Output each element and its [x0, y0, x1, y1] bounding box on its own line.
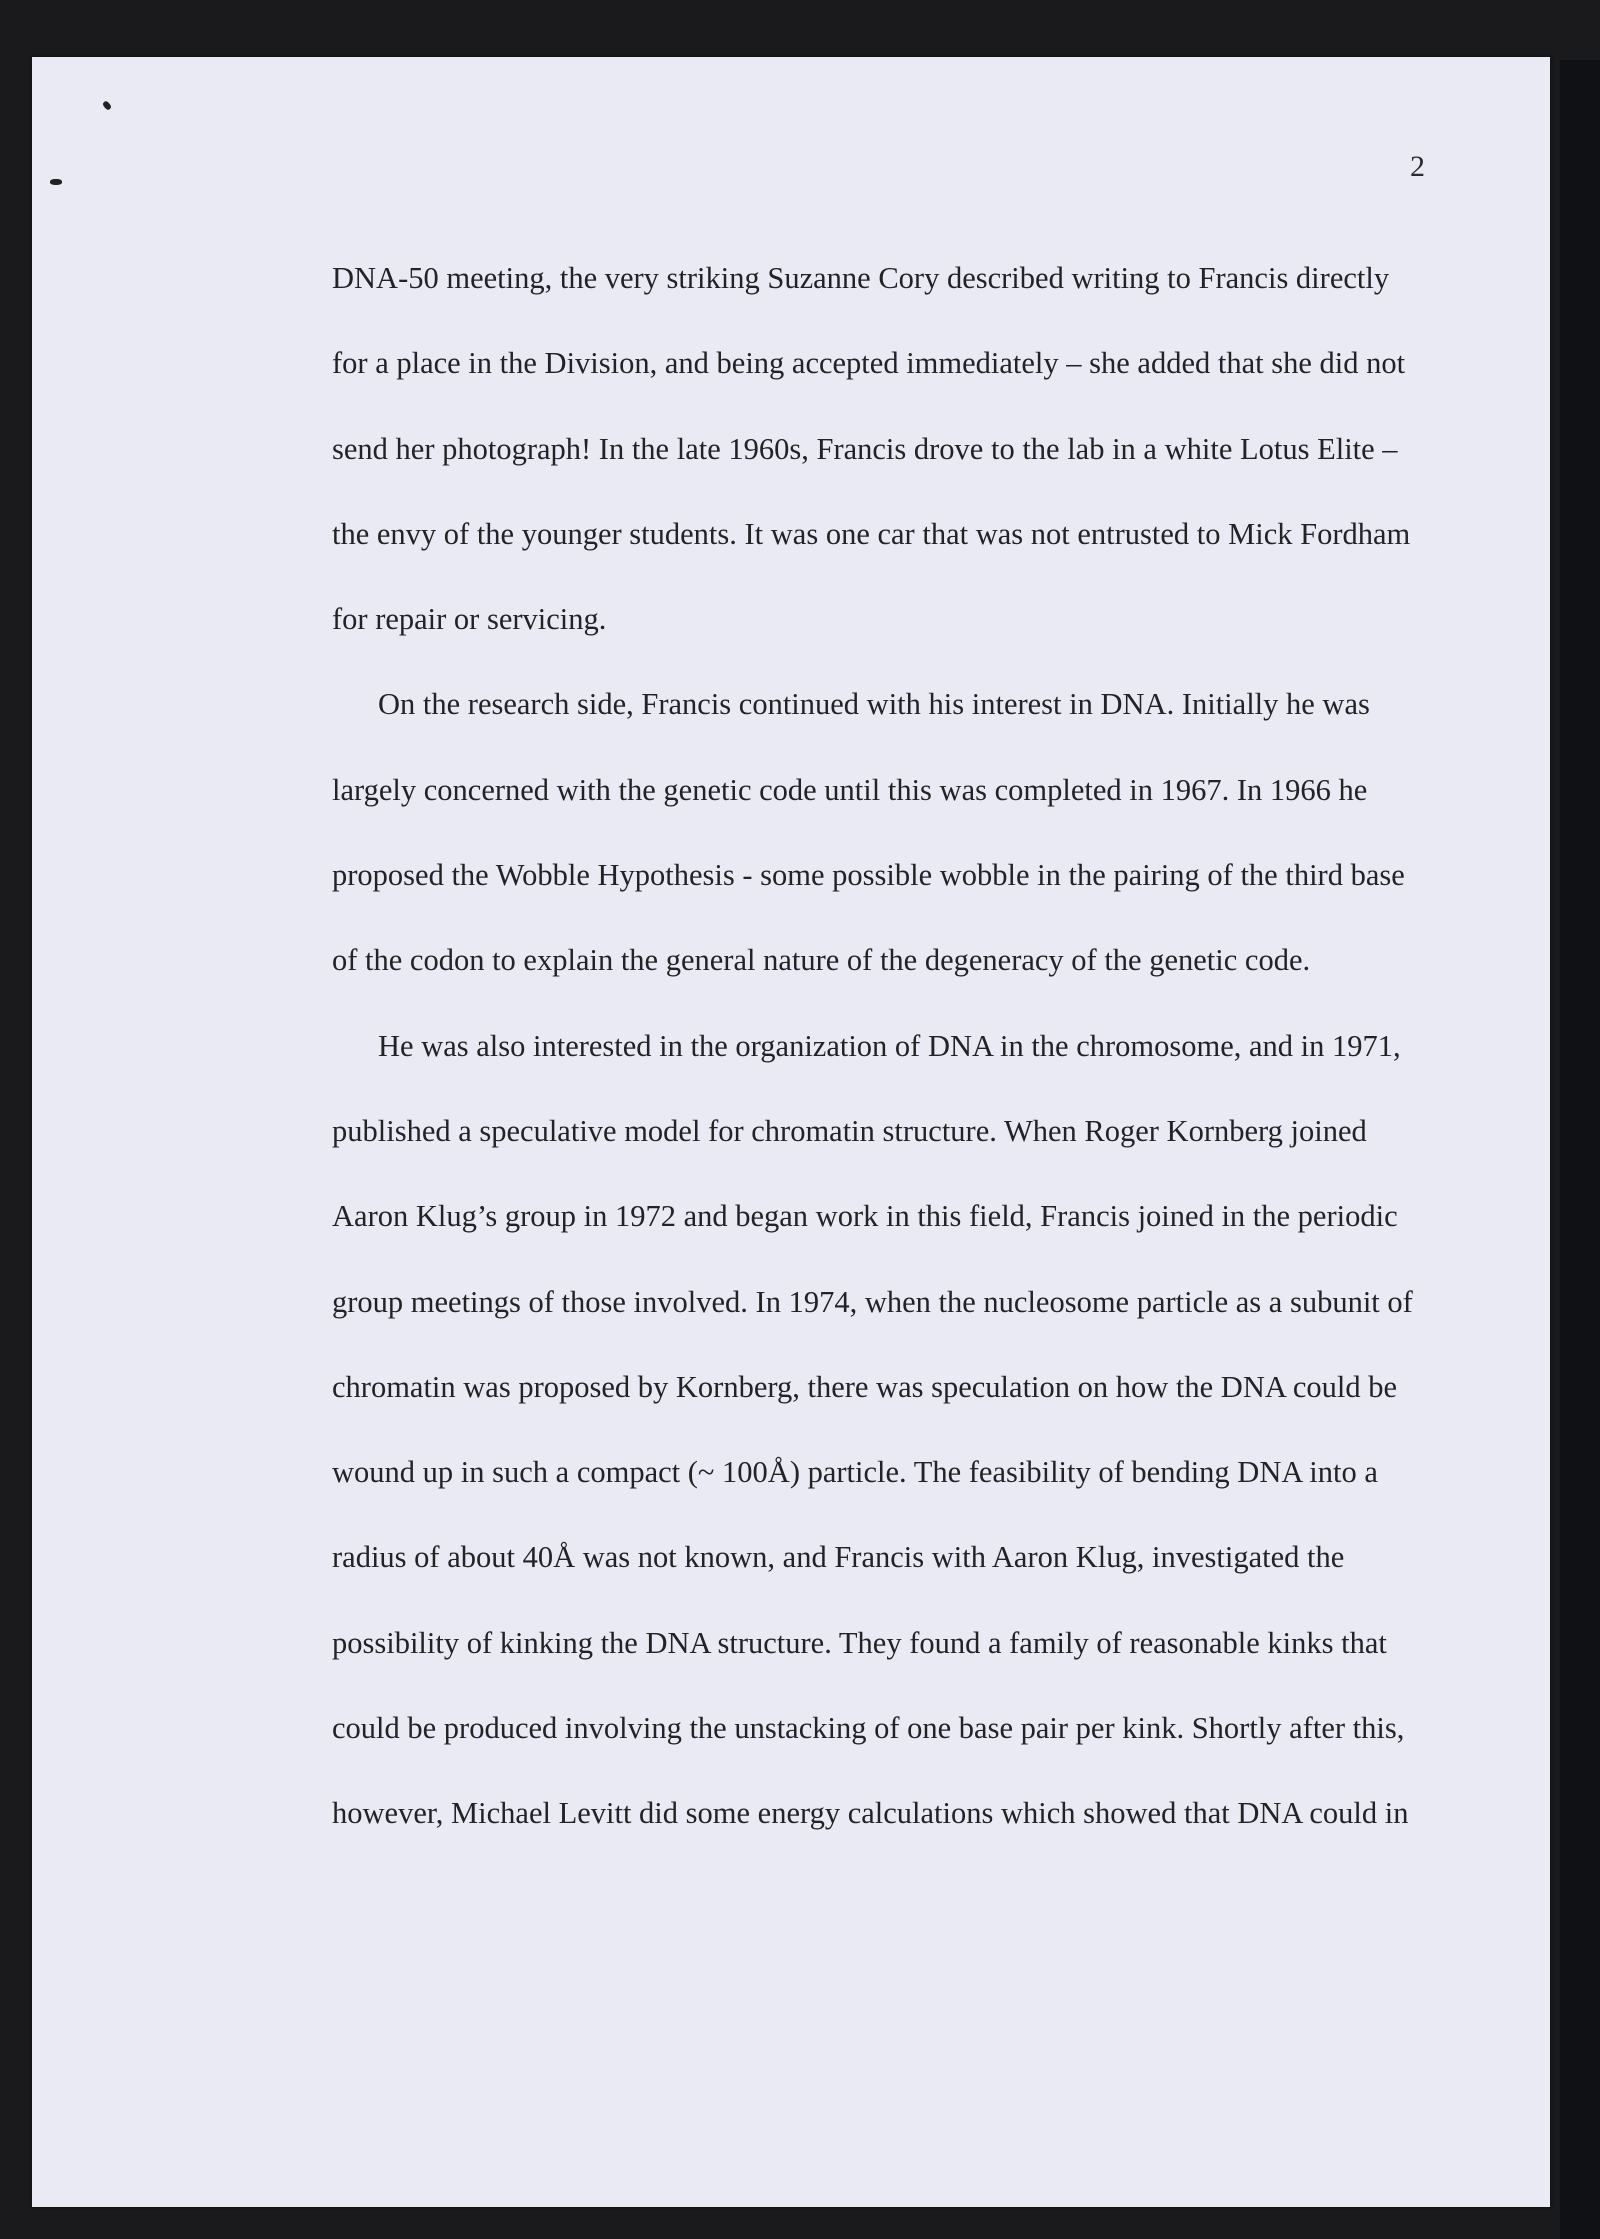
page-number: 2	[1410, 150, 1425, 183]
body-text	[332, 236, 1422, 1857]
text-line: for repair or servicing.	[332, 602, 607, 637]
text-line: group meetings of those involved. In 1974, when the nucleosome particle as a subunit of	[332, 1284, 1413, 1319]
text-line: send her photograph! In the late 1960s, Francis drove to the lab in a white Lotus Elite –	[332, 431, 1398, 466]
text-line: chromatin was proposed by Kornberg, there was speculation on how the DNA could be	[332, 1369, 1397, 1404]
text-line: could be produced involving the unstacking of one base pair per kink. Shortly after this,	[332, 1711, 1405, 1746]
text-line: however, Michael Levitt did some energy calculations which showed that DNA could in	[332, 1796, 1409, 1831]
text-line: radius of about 40Å was not known, and Francis with Aaron Klug, investigated the	[332, 1540, 1345, 1575]
text-line: On the research side, Francis continued with his interest in DNA. Initially he was	[378, 687, 1370, 722]
text-line: the envy of the younger students. It was one car that was not entrusted to Mick Fordham	[332, 516, 1411, 551]
paper-speck	[102, 100, 112, 111]
text-line: largely concerned with the genetic code until this was completed in 1967. In 1966 he	[332, 772, 1368, 807]
scan-edge-strip	[1560, 60, 1600, 2239]
paper-speck	[50, 179, 62, 185]
text-line: proposed the Wobble Hypothesis - some possible wobble in the pairing of the third base	[332, 858, 1405, 893]
text-line: for a place in the Division, and being accepted immediately – she added that she did not	[332, 346, 1406, 381]
text-line: of the codon to explain the general nature of the degeneracy of the genetic code.	[332, 943, 1311, 978]
text-line: possibility of kinking the DNA structure. They found a family of reasonable kinks that	[332, 1625, 1387, 1660]
text-line: Aaron Klug’s group in 1972 and began work in this field, Francis joined in the periodic	[332, 1199, 1398, 1234]
text-line: published a speculative model for chromatin structure. When Roger Kornberg joined	[332, 1113, 1367, 1148]
text-line: wound up in such a compact (~ 100Å) particle. The feasibility of bending DNA into a	[332, 1455, 1378, 1490]
text-line: DNA-50 meeting, the very striking Suzanne Cory described writing to Francis directly	[332, 261, 1390, 295]
text-line: He was also interested in the organization of DNA in the chromosome, and in 1971,	[378, 1028, 1401, 1063]
